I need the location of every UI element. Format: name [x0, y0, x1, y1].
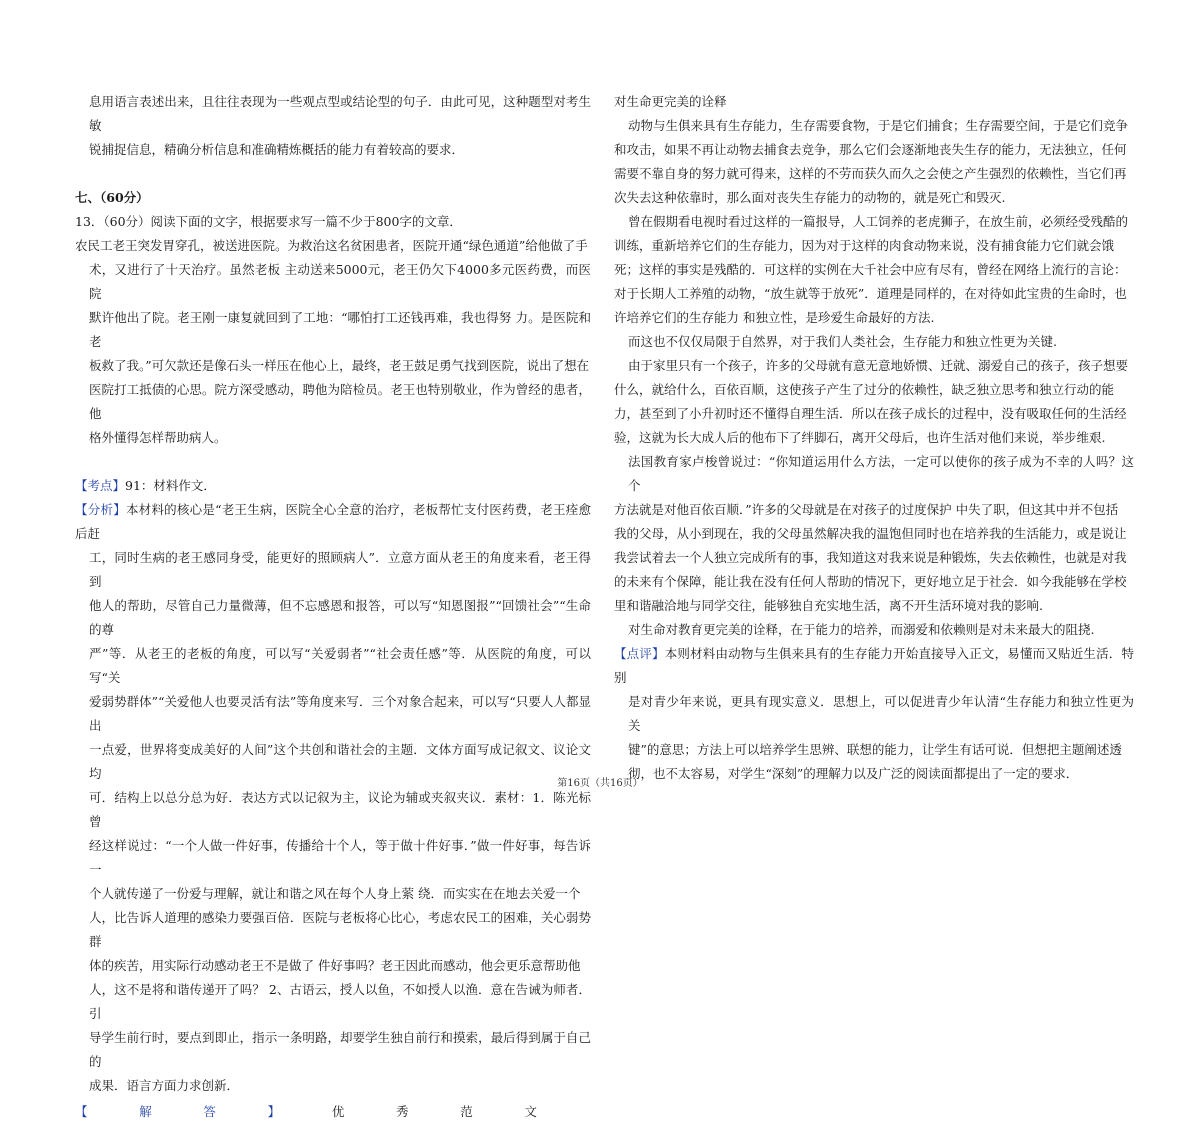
- fenxi-line: 体的疾苦，用实际行动感动老王不是做了 件好事吗？老王因此而感动，他会更乐意帮助他: [89, 958, 581, 973]
- answer-bracket-close: 】: [267, 1104, 281, 1119]
- fenxi-first-line: [75, 498, 591, 546]
- essay-body: [614, 114, 1134, 642]
- essay-line: 我的父母，从小到现在，我的父母虽然解决我的温饱但同时也在培养我的生活能力，或是说让: [614, 526, 1127, 541]
- kaodian-text: 91：材料作文．: [125, 478, 216, 493]
- essay-line: 方法就是对他百依百顺．”许多的父母就是在对孩子的过度保护 中失了职，但这其中并不包括: [614, 502, 1119, 517]
- question-line: 13．（60分）阅读下面的文字，根据要求写一篇不少于800字的文章．: [75, 214, 462, 229]
- answer-bracket-open: 【: [75, 1104, 88, 1119]
- fenxi-line: 人，这不是将和谐传递开了吗？ 2、古语云，授人以鱼，不如授人以渔．意在告诫为师者．引: [89, 982, 591, 1021]
- essay-line: 对于长期人工养殖的动物，“放生就等于放死”．道理是同样的，在对待如此宝贵的生命时，也: [614, 286, 1127, 301]
- essay-title: 对生命更完美的诠释: [614, 94, 727, 109]
- kaodian-tag: 【考点】: [75, 478, 126, 493]
- material-line: 术，又进行了十天治疗。虽然老板 主动送来5000元，老王仍欠下4000多元医药费，而医院: [89, 262, 591, 301]
- section-heading: 七、（60分）: [75, 190, 149, 205]
- essay-line: 力，甚至到了小升初时还不懂得自理生活．所以在孩子成长的过程中，没有吸取任何的生活经: [614, 406, 1127, 421]
- fenxi-line: 爱弱势群体”“关爱他人也要灵活有法”等角度来写．三个对象合起来，可以写“只要人人都显出: [89, 694, 591, 733]
- answer-char: 优: [331, 1104, 345, 1119]
- material-line: 农民工老王突发胃穿孔，被送进医院。为救治这名贫困患者，医院开通“绿色通道”给他做了手: [75, 238, 588, 253]
- dianping-line: 本则材料由动物与生俱来具有的生存能力开始直接导入正文，易懂而又贴近生活．特别: [614, 646, 1134, 685]
- essay-line: 法国教育家卢梭曾说过：“你知道运用什么方法，一定可以使你的孩子成为不幸的人吗？这个: [628, 454, 1134, 493]
- dianping-section: [614, 642, 1134, 786]
- dianping-tag: 【点评】: [614, 646, 665, 661]
- essay-line: 许培养它们的生存能力 和独立性，是珍爱生命最好的方法.: [614, 310, 935, 325]
- essay-line: 需要不靠自身的努力就可得来，这样的不劳而获久而久之会使之产生强烈的依赖性，当它们再: [614, 166, 1127, 181]
- essay-line: 训练，重新培养它们的生存能力，因为对于这样的肉食动物来说，没有捕食能力它们就会饿: [614, 238, 1115, 253]
- essay-line: 曾在假期看电视时看过这样的一篇报导，人工饲养的老虎狮子，在放生前，必须经受残酷的: [628, 214, 1129, 229]
- answer-char: 解: [139, 1104, 152, 1119]
- fenxi-line: 个人就传递了一份爱与理解，就让和谐之风在每个人身上萦 绕．而实实在在地去关爱一个: [89, 886, 581, 901]
- fenxi-line: 严”等．从老王的老板的角度，可以写“关爱弱者”“社会责任感”等．从医院的角度，可以写“关: [89, 646, 591, 685]
- intro-line-1: 息用语言表述出来，且往往表现为一些观点型或结论型的句子．由此可见，这种题型对考生敏: [89, 94, 591, 133]
- essay-line: 动物与生俱来具有生存能力，生存需要食物，于是它们捕食；生存需要空间，于是它们竞争: [628, 118, 1129, 133]
- material-text: [75, 234, 591, 450]
- page-footer: 第16页（共16页）: [557, 778, 643, 789]
- essay-line: 里和谐融洽地与同学交往，能够独自充实地生活，离不开生活环境对我的影响.: [614, 598, 1043, 613]
- answer-char: 文: [524, 1104, 537, 1119]
- material-line: 默许他出了院。老王刚一康复就回到了工地：“哪怕打工还钱再难，我也得努 力。是医院和老: [89, 310, 591, 349]
- right-column: [614, 90, 1134, 786]
- dianping-line: 键”的意思；方法上可以培养学生思辨、联想的能力，让学生有话可说．但想把主题阐述透: [628, 742, 1122, 757]
- essay-line: 对生命对教育更完美的诠释，在于能力的培养，而溺爱和依赖则是对未来最大的阻挠.: [628, 622, 1095, 637]
- fenxi-line: 一点爱，世界将变成美好的人间”这个共创和谐社会的主题．文体方面写成记叙文、议论文均: [89, 742, 591, 781]
- fenxi-line: 成果．语言方面力求创新．: [89, 1078, 240, 1093]
- dianping-line: 是对青少年来说，更具有现实意义．思想上，可以促进青少年认清“生存能力和独立性更为关: [628, 694, 1134, 733]
- answer-heading: [75, 1100, 591, 1124]
- fenxi-tag: 【分析】: [75, 502, 126, 517]
- fenxi-line: 本材料的核心是“老王生病，医院全心全意的治疗，老板帮忙支付医药费，老王痊愈后赶: [75, 502, 591, 541]
- fenxi-line: 工，同时生病的老王感同身受，能更好的照顾病人”．立意方面从老王的角度来看，老王得到: [89, 550, 591, 589]
- essay-line: 次失去这种依靠时，那么面对丧失生存能力的动物的，就是死亡和毁灭.: [614, 190, 1006, 205]
- fenxi-line: 导学生前行时，要点到即止，指示一条明路，却要学生独自前行和摸索，最后得到属于自己的: [89, 1030, 591, 1069]
- essay-line: 我尝试着去一个人独立完成所有的事，我知道这对我来说是种锻炼，失去依赖性，也就是对我: [614, 550, 1127, 565]
- essay-line: 而这也不仅仅局限于自然界，对于我们人类社会，生存能力和独立性更为关键.: [628, 334, 1057, 349]
- material-line: 医院打工抵债的心思。院方深受感动，聘他为陪检员。老王也特别敬业，作为曾经的患者，他: [89, 382, 591, 421]
- fenxi-line: 他人的帮助，尽管自己力量微薄，但不忘感恩和报答，可以写“知恩图报”“回馈社会”“生命的尊: [89, 598, 591, 637]
- kaodian-section: [75, 474, 591, 498]
- fenxi-line: 可．结构上以总分总为好．表达方式以记叙为主，议论为辅或夹叙夹议．素材：1．陈光标曾: [89, 790, 591, 829]
- essay-line: 验，这就为长大成人后的他布下了绊脚石，离开父母后，也许生活对他们来说，举步维艰.: [614, 430, 1106, 445]
- fenxi-line: 经这样说过：“一个人做一件好事，传播给十个人，等于做十件好事．”做一件好事，每告诉一: [89, 838, 591, 877]
- dianping-first-line: [614, 642, 1134, 690]
- left-column: [75, 90, 591, 1124]
- intro-line-2: 锐捕捉信息，精确分析信息和准确精炼概括的能力有着较高的要求．: [89, 142, 465, 157]
- material-line: 板救了我。”可欠款还是像石头一样压在他心上，最终，老王鼓足勇气找到医院，说出了想在: [89, 358, 590, 373]
- fenxi-line: 人，比告诉人道理的感染力要强百倍．医院与老板将心比心，考虑农民工的困难，关心弱势群: [89, 910, 591, 949]
- fenxi-section: [75, 498, 591, 1098]
- answer-char: 范: [460, 1104, 473, 1119]
- material-line: 格外懂得怎样帮助病人。: [89, 430, 227, 445]
- answer-char: 答: [203, 1104, 216, 1119]
- essay-line: 由于家里只有一个孩子，许多的父母就有意无意地娇惯、迁就、溺爱自己的孩子，孩子想要: [628, 358, 1129, 373]
- dianping-line: 彻，也不太容易，对学生“深刻”的理解力以及广泛的阅读面都提出了一定的要求．: [628, 766, 1079, 781]
- answer-char: 秀: [396, 1104, 409, 1119]
- essay-line: 死；这样的事实是残酷的．可这样的实例在大千社会中应有尽有，曾经在网络上流行的言论：: [614, 262, 1127, 277]
- essay-line: 和攻击，如果不再让动物去捕食去竞争，那么它们会逐渐地丧失生存的能力，无法独立，任何: [614, 142, 1127, 157]
- essay-line: 什么，就给什么，百依百顺，这使孩子产生了过分的依赖性，缺乏独立思考和独立行动的能: [614, 382, 1115, 397]
- essay-line: 的未来有个保障，能让我在没有任何人帮助的情况下，更好地立足于社会．如今我能够在学校: [614, 574, 1127, 589]
